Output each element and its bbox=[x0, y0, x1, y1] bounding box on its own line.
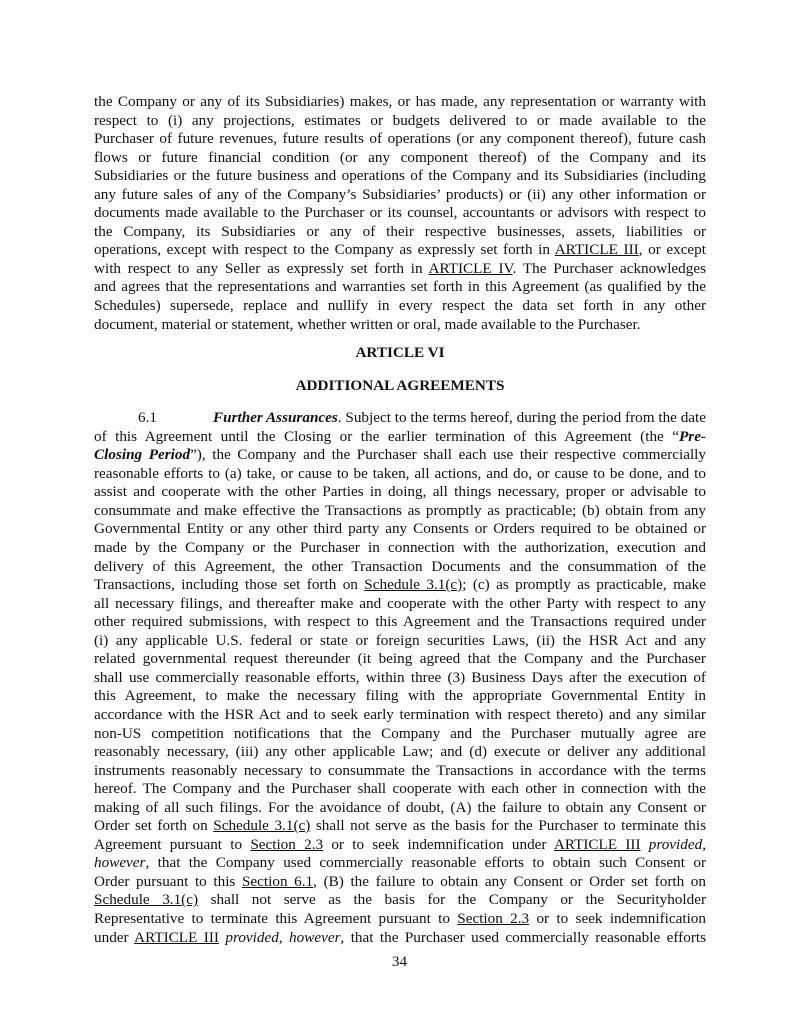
text-line: flows or future financial condition (or any component thereof) of the Company and its bbox=[94, 148, 706, 166]
text-span: Agreement pursuant to bbox=[94, 835, 251, 853]
text-line: any future sales of any of the Company’s Subsidiaries’ products) or (ii) any other information or bbox=[94, 185, 706, 203]
paragraph-continued bbox=[94, 93, 706, 334]
text-line bbox=[94, 929, 706, 948]
text-span: Representative to terminate this Agreement pursuant to bbox=[94, 909, 458, 927]
text-span: ; (c) as promptly as practicable, make bbox=[462, 576, 706, 594]
text-line: Subsidiaries or the future business and operations of the Company and its Subsidiaries (including bbox=[94, 167, 706, 185]
text-span: , bbox=[702, 835, 706, 853]
text-line: Schedules) supersede, replace and nullify in every respect the data set forth in any other bbox=[94, 297, 706, 315]
article-title: ADDITIONAL AGREEMENTS bbox=[295, 376, 505, 394]
text-line: related governmental request thereunder (it being agreed that the Company and the Purchaser bbox=[94, 650, 706, 668]
italic-term: provided bbox=[225, 928, 279, 946]
schedule-3-1c-link[interactable]: Schedule 3.1(c) bbox=[94, 891, 199, 909]
text-span: shall not serve as the basis for the Company or the Securityholder bbox=[198, 891, 707, 909]
text-line: documents made available to the Purchaser or its counsel, accountants or advisors with respect to bbox=[94, 204, 706, 222]
text-line: all necessary filings, and thereafter make and cooperate with the other Party with respect to any bbox=[94, 594, 706, 612]
text-line bbox=[94, 873, 706, 892]
section-2-3-link[interactable]: Section 2.3 bbox=[250, 835, 324, 853]
text-line bbox=[94, 446, 706, 465]
text-line bbox=[94, 241, 706, 260]
section-6-1 bbox=[94, 409, 706, 947]
text-line: this Agreement, to make the necessary filing with the appropriate Governmental Entity in bbox=[94, 687, 706, 705]
article-iii-link[interactable]: ARTICLE III bbox=[554, 241, 639, 259]
italic-term: provided bbox=[648, 835, 703, 853]
text-line: delivery of this Agreement, the other Transaction Documents and the consummation of the bbox=[94, 557, 706, 575]
article-iii-link[interactable]: ARTICLE III bbox=[553, 835, 641, 853]
defined-term: Pre- bbox=[679, 427, 706, 445]
text-span: Order pursuant to this bbox=[94, 872, 242, 890]
text-line: Purchaser of future revenues, future results of operations (or any component thereof), future cash bbox=[94, 130, 706, 148]
text-line bbox=[94, 854, 706, 873]
text-span: Transactions, including those set forth on bbox=[94, 576, 365, 594]
text-span: , that the Company used commercially reasonable efforts to obtain such Consent or bbox=[145, 854, 706, 872]
text-span: of this Agreement until the Closing or the earlier termination of this Agreement (the “ bbox=[94, 427, 679, 445]
text-line: instruments reasonably necessary to consummate the Transactions in accordance with the terms bbox=[94, 761, 706, 779]
italic-term: however bbox=[94, 854, 146, 872]
italic-term: however bbox=[289, 928, 341, 946]
section-2-3-link[interactable]: Section 2.3 bbox=[457, 909, 530, 927]
section-number: 6.1 bbox=[138, 409, 157, 427]
text-span: shall not serve as the basis for the Purchaser to terminate this bbox=[310, 817, 707, 835]
text-line: and agrees that the representations and warranties set forth in this Agreement (as qualified by the bbox=[94, 278, 706, 296]
text-span: Order set forth on bbox=[94, 817, 214, 835]
text-span: , or except bbox=[638, 241, 706, 259]
text-span: or to seek indemnification under bbox=[323, 835, 554, 853]
text-line: accordance with the HSR Act and to seek early termination with respect thereto) and any similar bbox=[94, 705, 706, 723]
text-span: . The Purchaser acknowledges bbox=[512, 259, 707, 277]
text-line bbox=[94, 817, 706, 836]
text-span: , bbox=[278, 928, 290, 946]
text-line: shall use commercially reasonable efforts, within three (3) Business Days after the execution of bbox=[94, 668, 706, 686]
text-line: reasonable efforts to (a) take, or cause to be taken, all actions, and do, or cause to be done, and to bbox=[94, 464, 706, 482]
text-line: non-US competition notifications that the Company and the Purchaser mutually agree are bbox=[94, 724, 706, 742]
text-line: Governmental Entity or any other third party any Consents or Orders required to be obtained or bbox=[94, 520, 706, 538]
text-line: assist and cooperate with the other Parties in doing, all things necessary, proper or advisable to bbox=[94, 483, 706, 501]
text-line bbox=[94, 576, 706, 595]
text-line bbox=[94, 836, 706, 855]
text-span bbox=[641, 836, 649, 853]
text-line bbox=[94, 260, 706, 279]
text-line: the Company or any of its Subsidiaries) makes, or has made, any representation or warranty with bbox=[94, 93, 706, 110]
document-page bbox=[94, 93, 706, 947]
text-span: operations, except with respect to the Company as expressly set forth in bbox=[94, 241, 555, 259]
article-iv-link[interactable]: ARTICLE IV bbox=[428, 259, 513, 277]
schedule-3-1c-link[interactable]: Schedule 3.1(c) bbox=[364, 576, 463, 594]
text-span: with respect to any Seller as expressly set forth in bbox=[94, 259, 429, 277]
text-line: document, material or statement, whether written or oral, made available to the Purchaser. bbox=[94, 315, 641, 333]
text-span: under bbox=[94, 928, 135, 946]
text-line: reasonably necessary, (iii) any other applicable Law; and (d) execute or deliver any additional bbox=[94, 743, 706, 761]
text-span: , (B) the failure to obtain any Consent or Order set forth on bbox=[313, 872, 706, 890]
schedule-3-1c-link[interactable]: Schedule 3.1(c) bbox=[213, 817, 311, 835]
text-span: ”), the Company and the Purchaser shall each use their respective commercially bbox=[190, 446, 706, 464]
text-span: , that the Purchaser used commercially reasonable efforts bbox=[340, 928, 707, 946]
text-line: the Company, its Subsidiaries or any of their respective businesses, assets, liabilities or bbox=[94, 222, 706, 240]
text-span: . Subject to the terms hereof, during the period from the date bbox=[337, 409, 706, 427]
text-line: consummate and make effective the Transactions as promptly as practicable; (b) obtain from any bbox=[94, 501, 706, 519]
text-span: or to seek indemnification bbox=[529, 909, 706, 927]
text-line: respect to (i) any projections, estimates or budgets delivered to or made available to the bbox=[94, 111, 706, 129]
text-line bbox=[94, 428, 706, 447]
article-heading: ARTICLE VI bbox=[355, 344, 445, 362]
defined-term: Closing Period bbox=[94, 446, 191, 464]
section-title: Further Assurances bbox=[213, 409, 338, 427]
text-line bbox=[94, 891, 706, 910]
text-line: hereof. The Company and the Purchaser shall cooperate with each other in connection with the bbox=[94, 780, 706, 798]
text-line bbox=[94, 409, 706, 428]
text-line: other required submissions, with respect to this Agreement and the Transactions required under bbox=[94, 613, 706, 631]
text-line: made by the Company or the Purchaser in connection with the authorization, execution and bbox=[94, 539, 706, 557]
text-line: making of all such filings. For the avoidance of doubt, (A) the failure to obtain any Consent or bbox=[94, 798, 706, 816]
section-6-1-link[interactable]: Section 6.1 bbox=[241, 872, 314, 890]
page-number: 34 bbox=[391, 953, 408, 970]
text-line bbox=[94, 910, 706, 929]
article-iii-link[interactable]: ARTICLE III bbox=[134, 928, 219, 946]
text-line: (i) any applicable U.S. federal or state or foreign securities Laws, (ii) the HSR Act and any bbox=[94, 631, 706, 649]
